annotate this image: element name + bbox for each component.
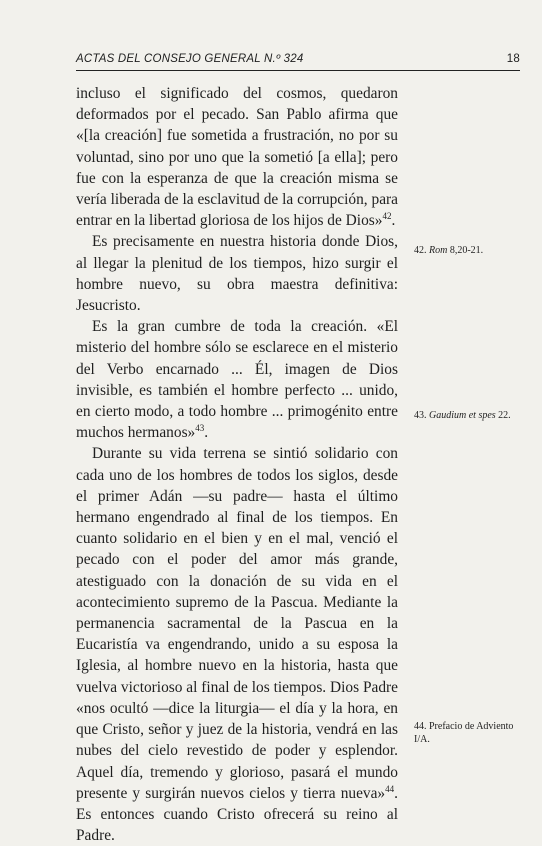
footnote-ref: 42 (382, 211, 392, 222)
publication-title: ACTAS DEL CONSEJO GENERAL N.º 324 (76, 53, 304, 65)
page-number: 18 (506, 53, 520, 65)
main-text (76, 83, 398, 846)
side-note: 42. Rom 8,20-21. (414, 245, 484, 256)
header-rule (76, 70, 520, 71)
paragraph: Es la gran cumbre de toda la creación. «El misterio del hombre sólo se esclarece en el misterio del Verbo encarnado ... Él, imagen de Dios invisible, es también el hombre perfecto ... unido, en cierto modo, a todo hombre ... primogénito entre muchos hermanos»$^{43}$. (76, 318, 398, 442)
footnote-ref: 44 (385, 783, 395, 794)
paragraph: Durante su vida terrena se sintió solidario con cada uno de los hombres de todos los siglos, desde el primer Adán —su padre— hasta el último hermano engendrado al final de los tiempos. En cuanto solidario en el bien y en el mal, venció el pecado con el poder del amor más grande, atestiguado con la donación de su vida en el acontecimiento supremo de la Pascua. Mediante la permanencia sacramental de la Pascua en la Eucaristía va engendrando, unido a su esposa la Iglesia, al hombre nuevo en la historia, hasta que vuelva victorioso al final de los tiempos. Dios Padre «nos ocultó —dice la liturgia— el día y la hora, en que Cristo, señor y juez de la historia, vendrá en las nubes del cielo revestido de poder y esplendor. Aquel día, tremendo y glorioso, pasará el mundo presente y surgirán nuevos cielos y tierra nueva»$^{44}$. Es entonces cuando Cristo ofrecerá su reino al Padre. (76, 445, 398, 845)
side-note: 43. Gaudium et spes 22. (414, 410, 511, 421)
running-header (76, 53, 520, 65)
footnote-ref: 43 (195, 423, 205, 434)
side-note: 44. Prefacio de Adviento I/A. (414, 721, 514, 745)
paragraph: Es precisamente en nuestra historia donde Dios, al llegar la plenitud de los tiempos, hizo surgir el hombre nuevo, su obra maestra definitiva: Jesucristo. (76, 233, 398, 315)
paragraph: incluso el significado del cosmos, quedaron deformados por el pecado. San Pablo afirma que «[la creación] fue sometida a frustración, no por su voluntad, sino por uno que la sometió [a ella]; pero fue con la esperanza de que la creación misma se vería liberada de la esclavitud de la corrupción, para entrar en la libertad gloriosa de los hijos de Dios»$^{42}$. (76, 85, 398, 230)
